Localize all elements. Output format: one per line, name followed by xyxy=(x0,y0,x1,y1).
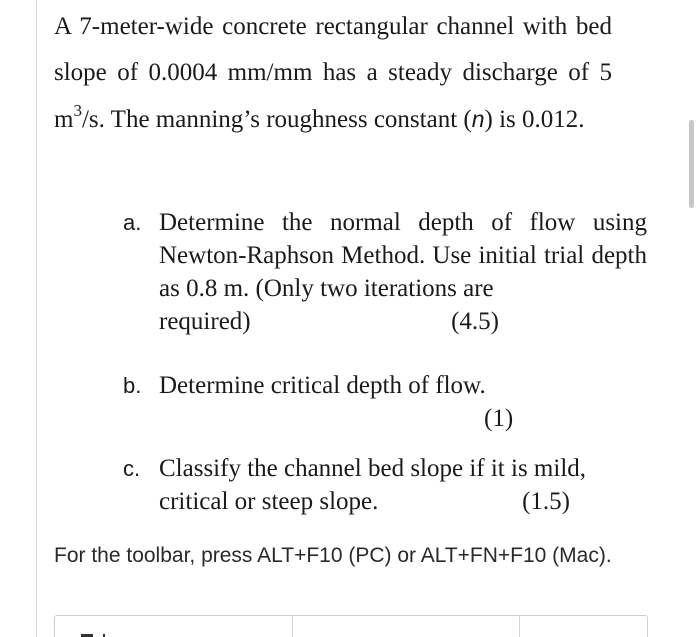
subquestion-a-points: (4.5) xyxy=(451,308,499,335)
subquestion-a xyxy=(123,206,647,338)
subquestion-a-marker: a. xyxy=(123,210,142,235)
toolbar-hint: For the toolbar, press ALT+F10 (PC) or ALT+FN+F10 (Mac). xyxy=(54,544,612,567)
subquestion-b-marker: b. xyxy=(123,373,142,398)
editor-divider xyxy=(519,616,520,637)
subquestion-a-text: Determine the normal depth of flow using Newton-Raphson Method. Use initial trial depth as 0.8 m. (Only two iterations are xyxy=(159,209,647,302)
subquestion-c-last-line: critical or steep slope. xyxy=(159,488,379,515)
subquestion-a-last-line: required) xyxy=(159,308,251,335)
subquestion-c xyxy=(123,452,647,518)
subquestion-b xyxy=(123,369,647,435)
superscript-3: 3 xyxy=(73,100,82,120)
subquestion-c-points: (1.5) xyxy=(522,488,570,515)
question-text-a: A 7-meter-wide concrete rectangular channel with bed slope of 0.0004 mm/mm has a steady discharge of 5 m xyxy=(54,13,612,133)
question-text-b: /s. The manning’s roughness constant ( xyxy=(81,106,472,133)
subquestion-b-text: Determine critical depth of flow. xyxy=(159,372,486,399)
scrollbar[interactable] xyxy=(689,120,694,208)
manning-n-symbol: n xyxy=(471,106,485,132)
editor-divider xyxy=(292,616,293,637)
content-border xyxy=(36,0,37,637)
question-text-c: ) is 0.012. xyxy=(484,106,585,133)
question-text xyxy=(54,4,612,143)
subquestion-c-marker: c. xyxy=(123,456,141,481)
subquestion-c-text: Classify the channel bed slope if it is mild, xyxy=(159,455,587,482)
answer-editor[interactable] xyxy=(54,615,648,637)
subquestion-b-points: (1) xyxy=(484,405,514,432)
